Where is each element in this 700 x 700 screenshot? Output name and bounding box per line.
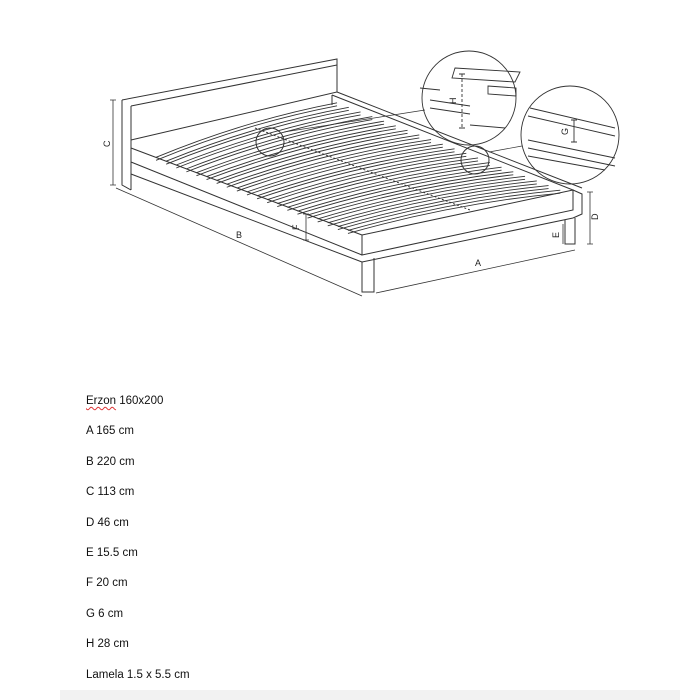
spec-item: H 28 cm — [86, 638, 129, 651]
spec-item: F 20 cm — [86, 577, 128, 590]
front-right-leg — [565, 218, 575, 244]
spec-item: C 113 cm — [86, 486, 135, 499]
label-e: E — [551, 231, 561, 238]
label-g: G — [560, 127, 570, 135]
detail-h-zoom — [420, 51, 520, 145]
slat — [297, 170, 501, 214]
spec-item: G 6 cm — [86, 607, 124, 620]
dim-b-line — [116, 188, 362, 296]
label-a: A — [475, 258, 482, 268]
slats — [156, 103, 560, 234]
label-b: B — [236, 230, 243, 240]
dim-a-line — [376, 250, 575, 293]
right-side-rail — [332, 92, 582, 190]
slat — [287, 166, 489, 211]
label-f: F — [291, 224, 301, 230]
spec-list — [86, 393, 190, 697]
spec-item: E 15.5 cm — [86, 546, 138, 559]
label-c: C — [102, 140, 112, 147]
spec-title-model: Erzon — [86, 395, 117, 407]
bottom-divider — [60, 690, 680, 700]
label-d: D — [590, 213, 600, 220]
connector-g — [489, 146, 522, 152]
headboard — [122, 59, 337, 190]
spec-title-size: 160x200 — [119, 395, 164, 407]
spec-item: D 46 cm — [86, 516, 129, 529]
spec-item: A 165 cm — [86, 425, 134, 438]
front-left-leg — [362, 258, 374, 292]
spec-item: Lamela 1.5 x 5.5 cm — [86, 668, 190, 681]
label-h: H — [448, 97, 458, 104]
spec-item: B 220 cm — [86, 455, 135, 468]
spec-title — [86, 393, 190, 423]
detail-g-zoom — [521, 86, 619, 184]
foot-rail — [362, 190, 582, 262]
